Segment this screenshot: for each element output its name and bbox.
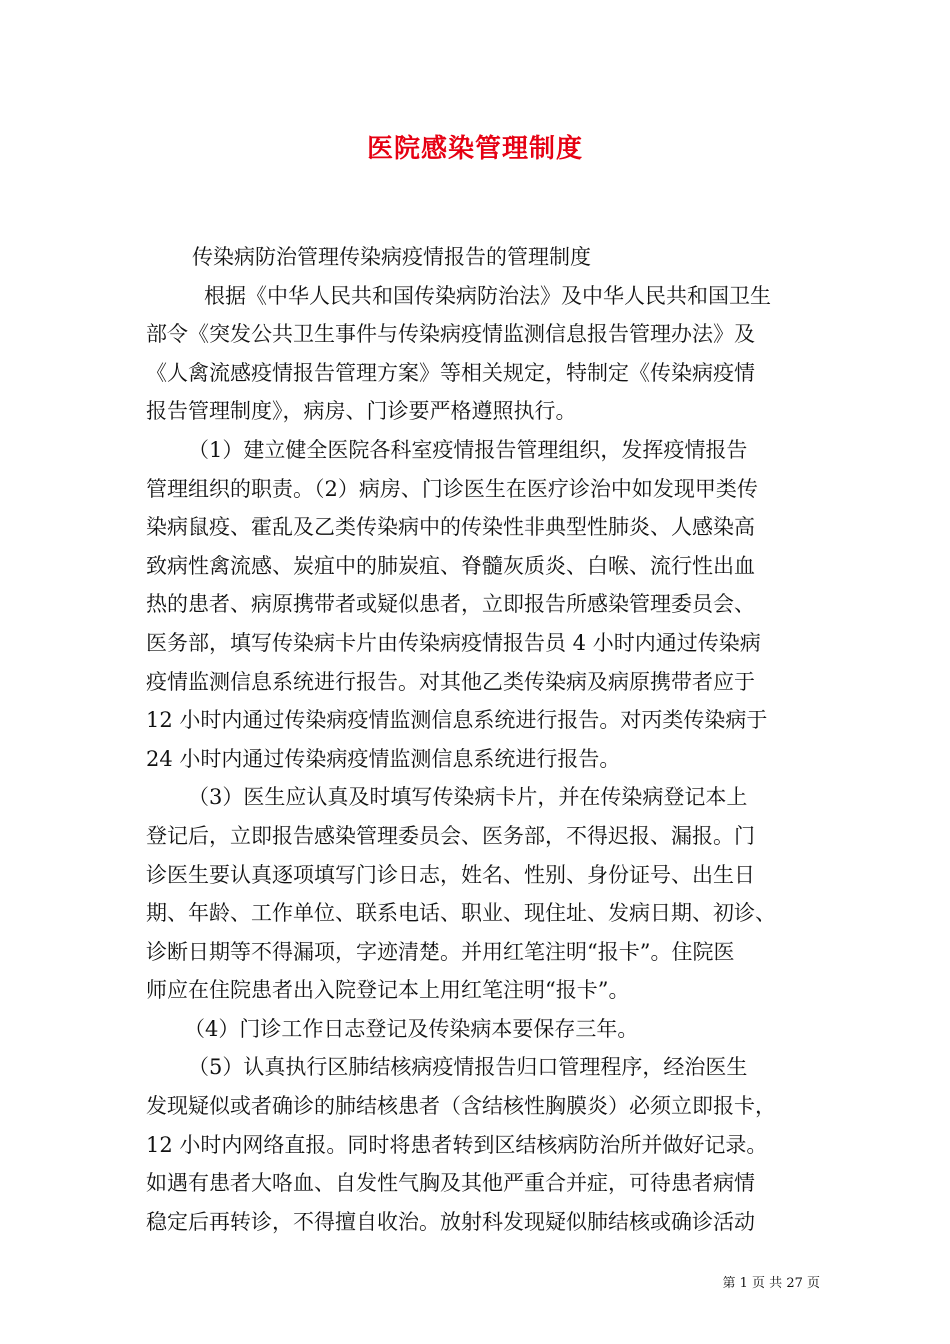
text-line: （3）医生应认真及时填写传染病卡片，并在传染病登记本上 <box>188 785 748 810</box>
text-line: 根据《中华人民共和国传染病防治法》及中华人民共和国卫生 <box>204 283 771 308</box>
text-line: （5）认真执行区肺结核病疫情报告归口管理程序，经治医生 <box>188 1055 748 1080</box>
text-line: （1）建立健全医院各科室疫情报告管理组织，发挥疫情报告 <box>188 437 748 462</box>
text-line: 期、年龄、工作单位、联系电话、职业、现住址、发病日期、初诊、 <box>146 901 776 926</box>
text-line: 师应在住院患者出入院登记本上用红笔注明“报卡”。 <box>146 978 630 1003</box>
text-line: 诊医生要认真逐项填写门诊日志，姓名、性别、身份证号、出生日 <box>146 862 755 887</box>
text-line: 诊断日期等不得漏项，字迹清楚。并用红笔注明“报卡”。住院医 <box>146 939 735 964</box>
text-line: 部令《突发公共卫生事件与传染病疫情监测信息报告管理办法》及 <box>146 322 755 347</box>
text-line: 12 小时内通过传染病疫情监测信息系统进行报告。对丙类传染病于 <box>146 708 768 733</box>
text-line: 《人禽流感疫情报告管理方案》等相关规定，特制定《传染病疫情 <box>146 360 755 385</box>
document-title: 医院感染管理制度 <box>366 134 583 164</box>
text-line: 12 小时内网络直报。同时将患者转到区结核病防治所并做好记录。 <box>146 1132 768 1157</box>
text-line: 传染病防治管理传染病疫情报告的管理制度 <box>192 245 591 269</box>
page-number: 第 1 页 共 27 页 <box>722 1276 820 1291</box>
text-line: 发现疑似或者确诊的肺结核患者（含结核性胸膜炎）必须立即报卡， <box>146 1094 776 1119</box>
text-line: 染病鼠疫、霍乱及乙类传染病中的传染性非典型性肺炎、人感染高 <box>146 515 755 540</box>
text-line: 致病性禽流感、炭疽中的肺炭疽、脊髓灰质炎、白喉、流行性出血 <box>146 553 755 578</box>
text-line: 登记后，立即报告感染管理委员会、医务部，不得迟报、漏报。门 <box>146 823 755 848</box>
text-line: 医务部，填写传染病卡片由传染病疫情报告员 4 小时内通过传染病 <box>146 630 761 655</box>
text-line: 报告管理制度》，病房、门诊要严格遵照执行。 <box>146 399 577 424</box>
text-line: 稳定后再转诊，不得擅自收治。放射科发现疑似肺结核或确诊活动 <box>146 1209 755 1234</box>
text-line: 管理组织的职责。（2）病房、门诊医生在医疗诊治中如发现甲类传 <box>146 476 758 501</box>
text-line: （4）门诊工作日志登记及传染病本要保存三年。 <box>184 1016 639 1041</box>
text-line: 疫情监测信息系统进行报告。对其他乙类传染病及病原携带者应于 <box>146 669 755 694</box>
document-body <box>146 238 822 1241</box>
text-line: 热的患者、病原携带者或疑似患者，立即报告所感染管理委员会、 <box>146 592 755 617</box>
text-line: 24 小时内通过传染病疫情监测信息系统进行报告。 <box>146 746 621 771</box>
text-line: 如遇有患者大咯血、自发性气胸及其他严重合并症，可待患者病情 <box>146 1171 755 1196</box>
